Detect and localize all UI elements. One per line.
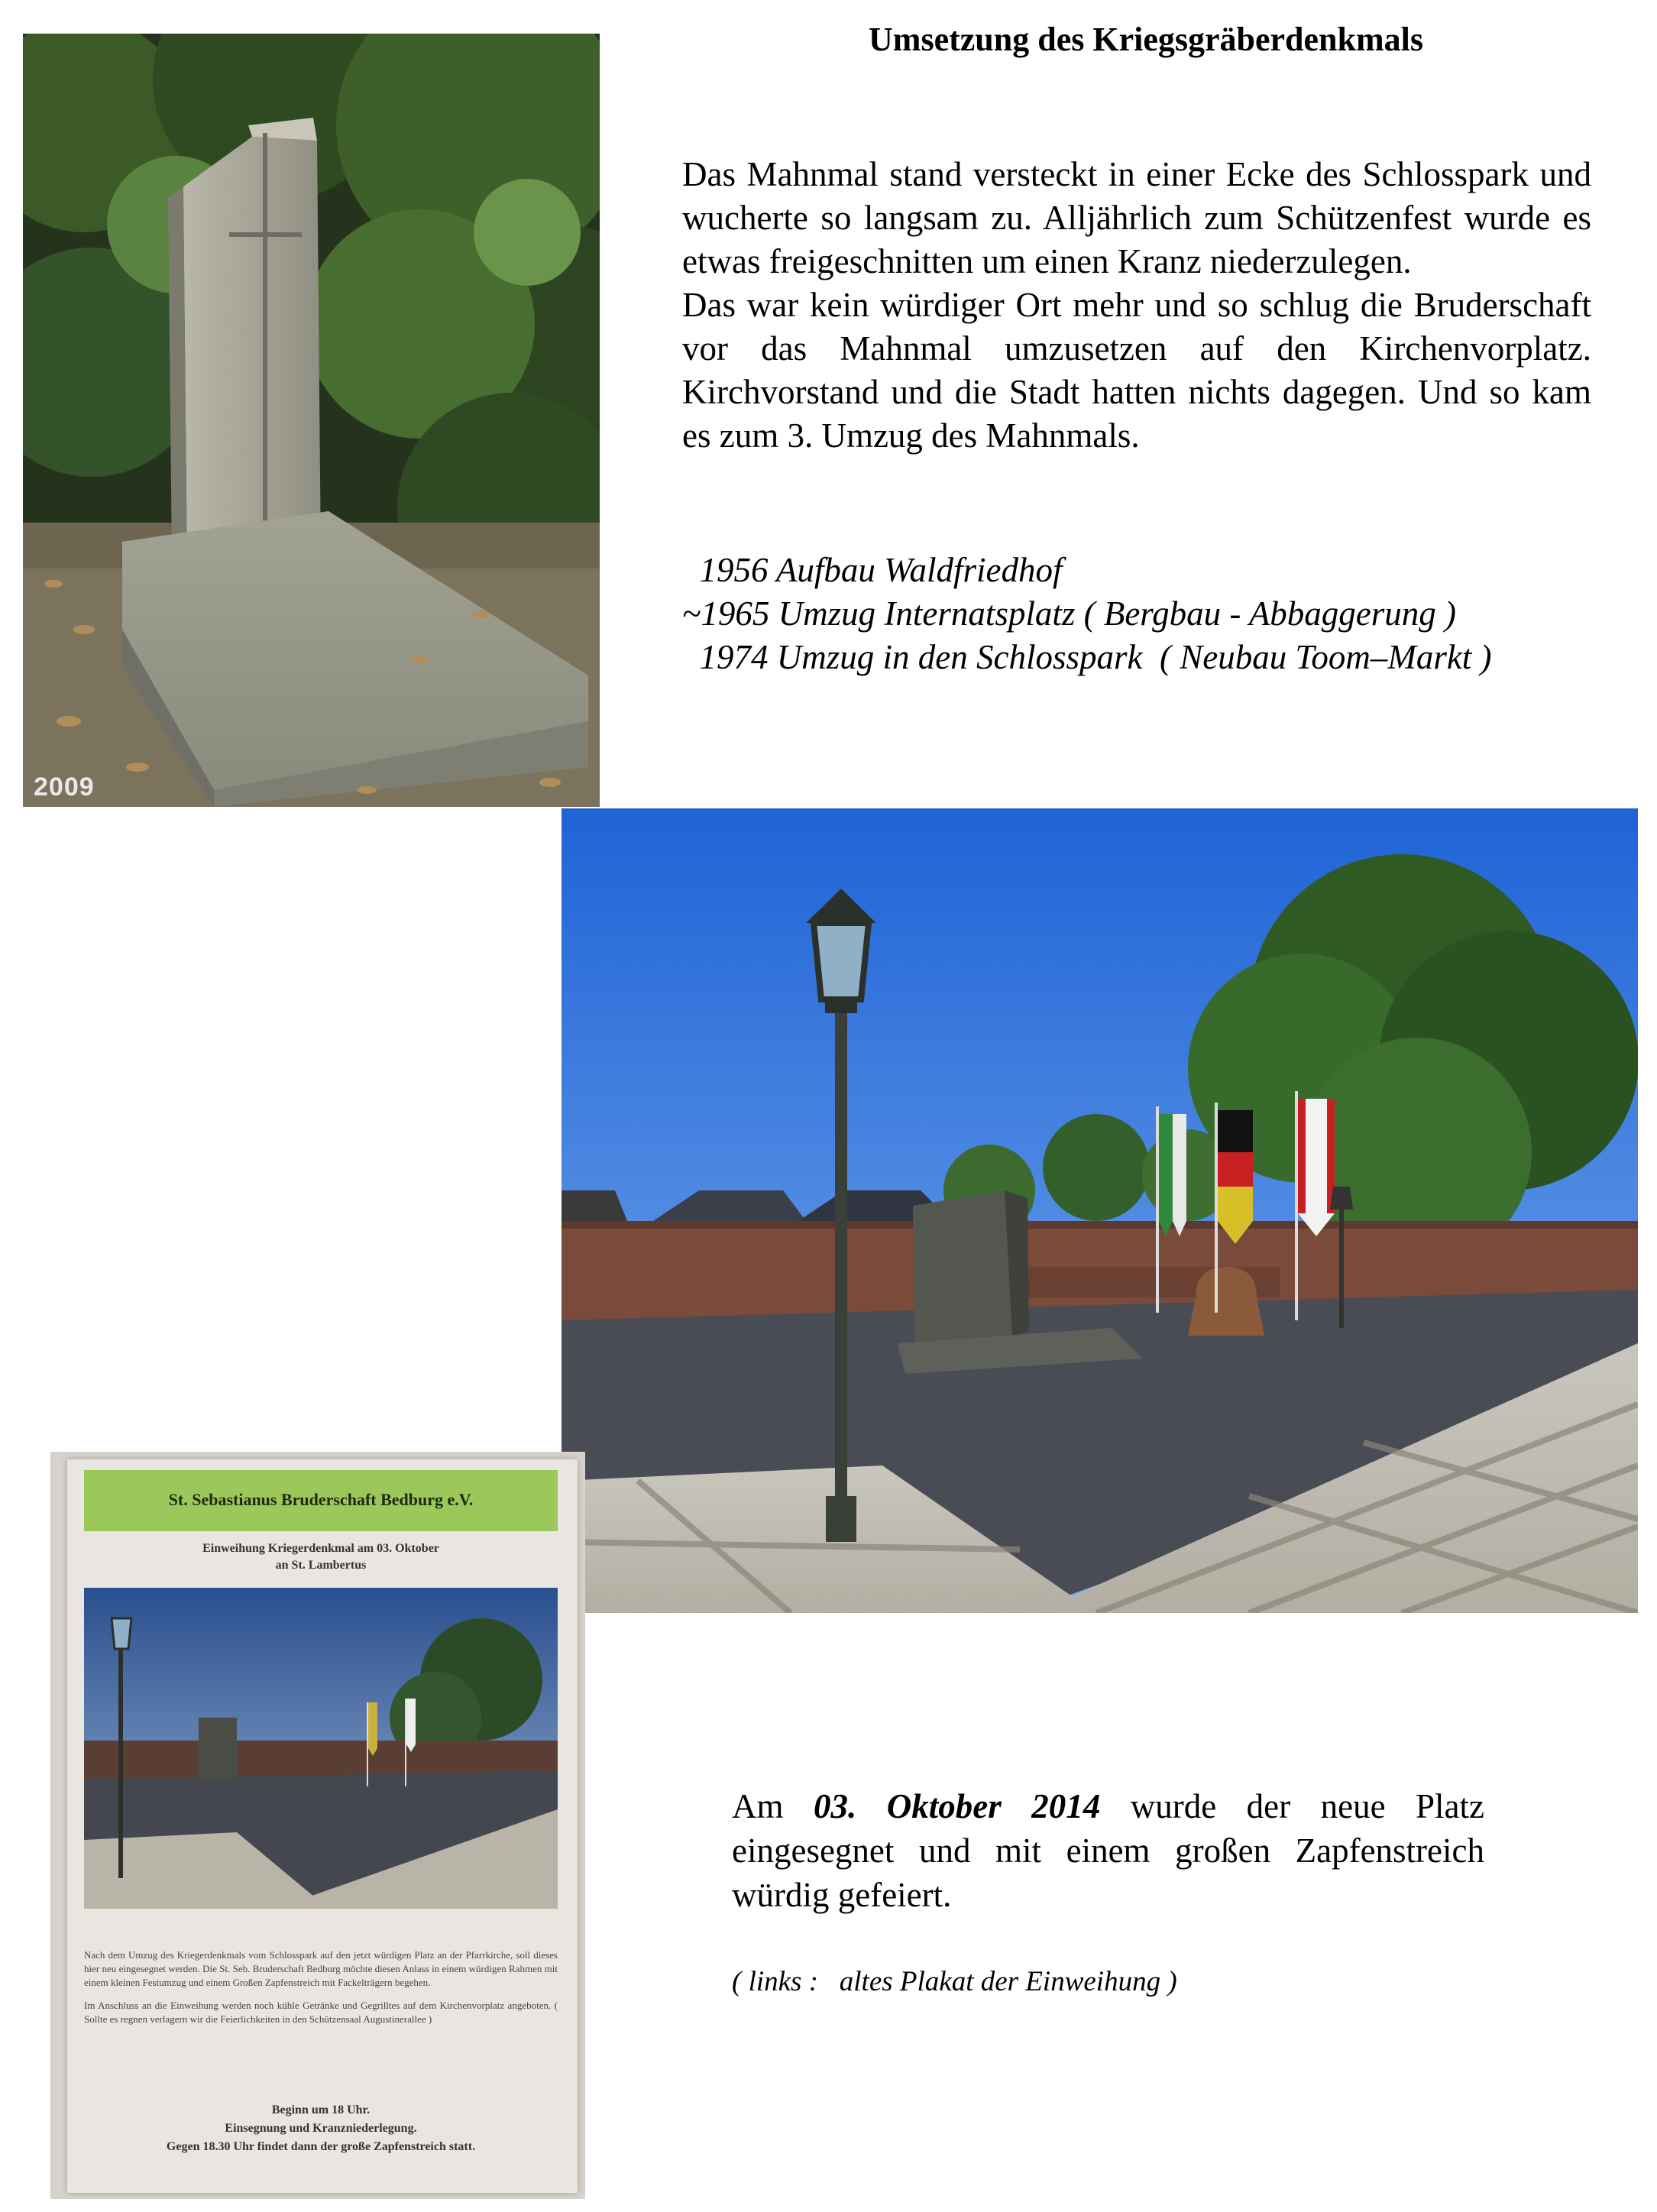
poster-footer-line-1: Beginn um 18 Uhr. <box>271 2104 371 2116</box>
page-title: Umsetzung des Kriegsgräberdenkmals <box>869 21 1423 58</box>
photo-poster-einweihung <box>50 1452 585 2199</box>
monument-photo-illustration <box>23 34 600 807</box>
poster-subtitle-line-1: Einweihung Kriegerdenkmal am 03. Oktober <box>202 1542 439 1555</box>
photo-kirchenvorplatz <box>562 808 1638 1613</box>
poster-sheet <box>67 1459 578 2193</box>
event-prefix: Am <box>732 1787 814 1825</box>
poster-subtitle-line-2: an St. Lambertus <box>275 1559 367 1572</box>
poster-footer-line-2: Einsegnung und Kranzniederlegung. <box>225 2122 417 2135</box>
photo-monument-schlosspark <box>23 34 600 807</box>
poster-photo-illustration <box>84 1588 558 1909</box>
event-text <box>732 1784 1484 1917</box>
poster-header: St. Sebastianus Bruderschaft Bedburg e.V. <box>84 1470 558 1531</box>
poster-photo <box>84 1588 558 1909</box>
relocation-timeline <box>682 549 1591 679</box>
timeline-entry-1974: 1974 Umzug in den Schlosspark ( Neubau Toom–Markt ) <box>682 638 1492 676</box>
timeline-entry-1965: ~1965 Umzug Internatsplatz ( Bergbau - Abbaggerung ) <box>682 594 1457 633</box>
poster-footer-line-3: Gegen 18.30 Uhr findet dann der große Zapfenstreich statt. <box>166 2140 476 2153</box>
intro-paragraph-1: Das Mahnmal stand versteckt in einer Ecke des Schlosspark und wucherte so langsam zu. Alljährlich zum Schützenfest wurde es etwas freigeschnitten um einen Kranz niederzulegen. <box>682 155 1591 280</box>
timeline-entry-1956: 1956 Aufbau Waldfriedhof <box>682 551 1063 589</box>
poster-body-paragraph-1: Nach dem Umzug des Kriegerdenkmals vom Schlosspark auf den jetzt würdigen Platz an der Pfarrkirche, soll dieses hier neu eingesegnet werden. Die St. Seb. Bruderschaft Bedburg möchte diesen Anlass in einem würdigen Rahmen mit einem kleinen Festumzug und einem Großen Zapfenstreich mit Fackelträgern begehen. <box>84 1949 558 1988</box>
photo-year-stamp: 2009 <box>34 772 95 802</box>
poster-subtitle <box>84 1540 558 1574</box>
poster-footer <box>84 2101 558 2156</box>
intro-text <box>682 153 1591 458</box>
event-date: 03. Oktober 2014 <box>814 1787 1101 1825</box>
event-suffix: wurde der neue Platz eingesegnet und mit einem großen Zapfenstreich würdig gefeiert. <box>732 1787 1485 1914</box>
poster-body <box>84 1948 558 2035</box>
intro-paragraph-2: Das war kein würdiger Ort mehr und so schlug die Bruderschaft vor das Mahnmal umzusetzen auf den Kirchenvorplatz. Kirchvorstand und die Stadt hatten nichts dagegen. Und so kam es zum 3. Umzug des Mahnmals. <box>682 286 1591 455</box>
square-photo-illustration <box>562 808 1638 1613</box>
poster-caption: ( links : altes Plakat der Einweihung ) <box>732 1966 1177 1997</box>
poster-body-paragraph-2: Im Anschluss an die Einweihung werden noch kühle Getränke und Gegrilltes auf dem Kirchenvorplatz angeboten. ( Sollte es regnen verlagern wir die Feierlichkeiten in den Schützensaal Augustinerallee ) <box>84 2000 558 2025</box>
